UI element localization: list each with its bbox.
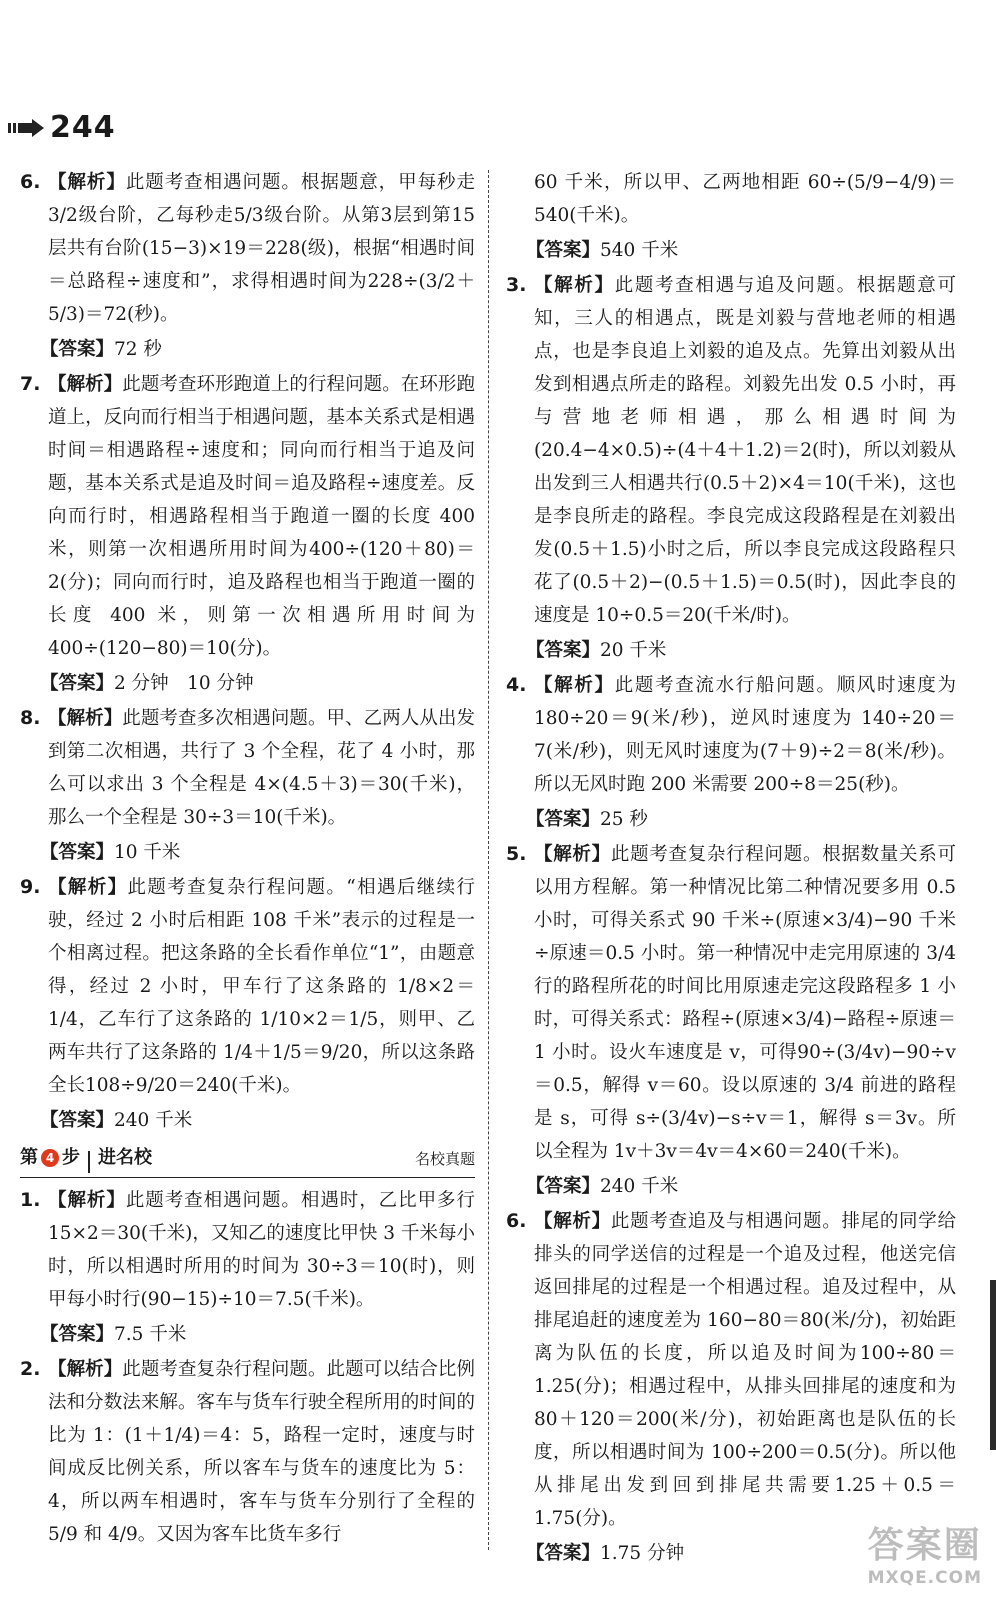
item-number: 8. xyxy=(20,707,41,729)
page-edge-shadow xyxy=(990,1280,996,1450)
step-label: 第 4 步 xyxy=(20,1147,80,1168)
item-number: 6. xyxy=(20,171,41,193)
analysis-text: 此题考查相遇与追及问题。根据题意可知，三人的相遇点，既是刘毅与营地老师的相遇点，也是李良追上刘毅的追及点。先算出刘毅从出发到相遇点所走的路程。刘毅先出发 0.5 小时，再与营地老师相遇，那么相遇时间为(20.4−4×0.5)÷(4＋4＋1.2)＝2(时)，所以刘毅从出发到三人相遇共行(0.5＋2)×4＝10(千米)，这也是李良所走的路程。李良完成这段路程是在刘毅出发(0.5＋1.5)小时之后，所以李良完成这段路程只花了(0.5＋2)−(0.5＋1.5)＝0.5(时)，因此李良的速度是 10÷0.5＝20(千米/时)。 xyxy=(534,275,956,626)
school-solution-1 xyxy=(20,1184,475,1316)
right-column xyxy=(506,166,956,1572)
analysis-text: 此题考查环形跑道上的行程问题。在环形跑道上，反向而行相当于相遇问题，基本关系式是相遇时间＝相遇路程÷速度和；同向而行相当于追及问题，基本关系式是追及时间＝追及路程÷速度差。反向而行时，相遇路程相当于跑道一圈的长度 400 米，则第一次相遇所用时间为400÷(120＋80)＝2(分)；同向而行时，追及路程也相当于跑道一圈的长度 400 米，则第一次相遇所用时间为 400÷(120−80)＝10(分)。 xyxy=(48,374,475,659)
item-number: 3. xyxy=(506,274,527,296)
solution-8 xyxy=(20,702,475,834)
column-divider xyxy=(488,170,489,1550)
analysis-tag: 【解析】 xyxy=(534,844,611,865)
step-separator xyxy=(88,1151,90,1173)
item-number: 1. xyxy=(20,1189,41,1211)
analysis-tag: 【解析】 xyxy=(48,172,126,193)
school-answer-1: 【答案】7.5 千米 xyxy=(40,1324,187,1345)
item-number: 4. xyxy=(506,674,527,696)
school-solution-2 xyxy=(20,1353,475,1551)
analysis-text: 此题考查复杂行程问题。此题可以结合比例法和分数法来解。客车与货车行驶全程所用的时间的比为 1：(1＋1/4)＝4：5，路程一定时，速度与时间成反比例关系，所以客车与货车的速度比为 5：4，所以两车相遇时，客车与货车分别行了全程的 5/9 和 4/9。又因为客车比货车多行 xyxy=(48,1359,475,1545)
answer-9: 【答案】240 千米 xyxy=(40,1110,193,1131)
item-number: 5. xyxy=(506,843,527,865)
analysis-text: 此题考查多次相遇问题。甲、乙两人从出发到第二次相遇，共行了 3 个全程，花了 4 小时，那么可以求出 3 个全程是 4×(4.5＋3)＝30(千米)，那么一个全程是 30÷3＝10(千米)。 xyxy=(48,708,475,828)
analysis-text: 此题考查复杂行程问题。根据数量关系可以用方程解。第一种情况比第二种情况要多用 0.5 小时，可得关系式 90 千米÷(原速×3/4)−90 千米÷原速＝0.5 小时。第一种情况中走完用原速的 3/4 行的路程所花的时间比用原速走完这段路程多 1 小时，可得关系式：路程÷(原速×3/4)−路程÷原速＝1 小时。设火车速度是 v，可得90÷(3/4v)−90÷v＝0.5，解得 v＝60。设以原速的 3/4 前进的路程是 s，可得 s÷(3/4v)−s÷v＝1，解得 s＝3v。所以全程为 1v＋3v＝4v＝4×60＝240(千米)。 xyxy=(534,844,956,1162)
school-solution-5 xyxy=(506,838,956,1168)
school-solution-2-continued xyxy=(506,166,956,232)
school-solution-4 xyxy=(506,669,956,801)
analysis-tag: 【解析】 xyxy=(48,1359,123,1380)
analysis-tag: 【解析】 xyxy=(48,877,128,898)
step-title: 进名校 xyxy=(98,1147,152,1168)
analysis-text: 此题考查追及与相遇问题。排尾的同学给排头的同学送信的过程是一个追及过程，他送完信返回排尾的过程是一个相遇过程。追及过程中，从排尾追赶的速度差为 160−80＝80(米/分)，初始距离为队伍的长度，所以追及时间为100÷80＝1.25(分)；相遇过程中，从排头回排尾的速度和为 80＋120＝200(米/分)，初始距离也是队伍的长度，所以相遇时间为 100÷200＝0.5(分)。所以他从排尾出发到回到排尾共需要1.25＋0.5＝1.75(分)。 xyxy=(534,1211,956,1529)
arrow-icon xyxy=(8,119,44,137)
answer-8: 【答案】10 千米 xyxy=(40,842,181,863)
analysis-text: 此题考查流水行船问题。顺风时速度为180÷20＝9(米/秒)，逆风时速度为 140÷20＝7(米/秒)，则无风时速度为(7＋9)÷2＝8(米/秒)。所以无风时跑 200 米需要 200÷8＝25(秒)。 xyxy=(534,675,956,795)
answer-7: 【答案】2 分钟 10 分钟 xyxy=(40,673,254,694)
analysis-text: 此题考查相遇问题。相遇时，乙比甲多行15×2＝30(千米)，又知乙的速度比甲快 3 千米每小时，所以相遇时所用的时间为 30÷3＝10(时)，则甲每小时行(90−15)÷10＝7.5(千米)。 xyxy=(48,1190,475,1310)
analysis-tag: 【解析】 xyxy=(534,275,615,296)
item-number: 7. xyxy=(20,373,41,395)
school-answer-2: 【答案】540 千米 xyxy=(526,240,679,261)
analysis-text: 此题考查相遇问题。根据题意，甲每秒走3/2级台阶，乙每秒走5/3级台阶。从第3层到第15层共有台阶(15−3)×19＝228(级)，根据“相遇时间＝总路程÷速度和”，求得相遇时间为228÷(3/2＋5/3)＝72(秒)。 xyxy=(48,172,475,325)
solution-7 xyxy=(20,368,475,665)
left-column xyxy=(20,166,475,1553)
page-number: 244 xyxy=(50,110,116,145)
analysis-tag: 【解析】 xyxy=(534,675,615,696)
school-answer-3: 【答案】20 千米 xyxy=(526,640,667,661)
answer-6: 【答案】72 秒 xyxy=(40,339,162,360)
analysis-tag: 【解析】 xyxy=(534,1211,611,1232)
item-number: 2. xyxy=(20,1358,41,1380)
item-number: 6. xyxy=(506,1210,527,1232)
analysis-tag: 【解析】 xyxy=(48,374,123,395)
page-header xyxy=(8,110,116,145)
school-solution-3 xyxy=(506,269,956,632)
step-subtitle: 名校真题 xyxy=(414,1150,475,1168)
school-answer-6: 【答案】1.75 分钟 xyxy=(526,1543,685,1564)
step-section-header xyxy=(20,1143,475,1178)
analysis-tag: 【解析】 xyxy=(48,1190,126,1211)
item-number: 9. xyxy=(20,876,41,898)
watermark: 答案圈 MXQE.COM xyxy=(867,1525,982,1588)
school-answer-4: 【答案】25 秒 xyxy=(526,809,648,830)
step-number-badge: 4 xyxy=(41,1149,59,1167)
school-answer-5: 【答案】240 千米 xyxy=(526,1176,679,1197)
solution-9 xyxy=(20,871,475,1102)
school-solution-6 xyxy=(506,1205,956,1535)
analysis-text: 此题考查复杂行程问题。“相遇后继续行驶，经过 2 小时后相距 108 千米”表示的过程是一个相离过程。把这条路的全长看作单位“1”，由题意得，经过 2 小时，甲车行了这条路的 1/8×2＝1/4，乙车行了这条路的 1/10×2＝1/5，则甲、乙两车共行了这条路的 1/4＋1/5＝9/20，所以这条路全长108÷9/20＝240(千米)。 xyxy=(48,877,475,1096)
analysis-text: 60 千米，所以甲、乙两地相距 60÷(5/9−4/9)＝540(千米)。 xyxy=(534,172,956,226)
solution-6 xyxy=(20,166,475,331)
analysis-tag: 【解析】 xyxy=(48,708,123,729)
